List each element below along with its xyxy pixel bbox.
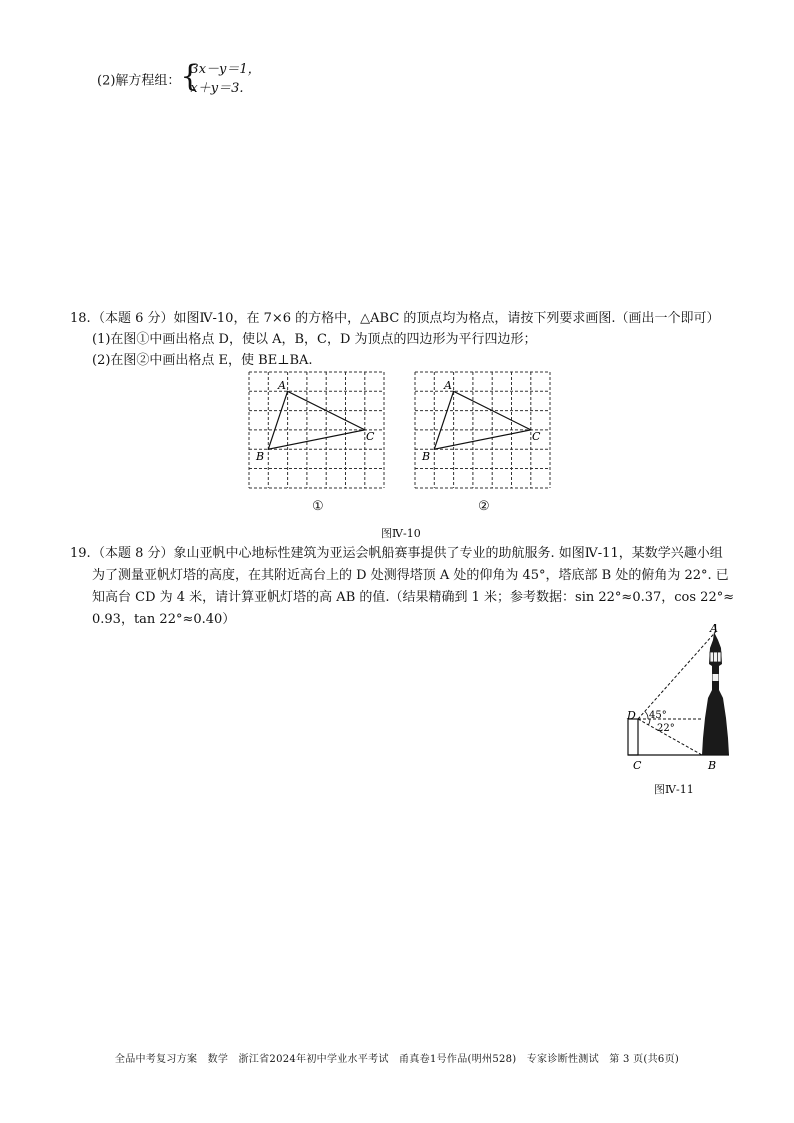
brace-symbol: {: [180, 59, 200, 94]
vertex-c-label: C: [366, 430, 375, 443]
grid-figure-2: [410, 368, 560, 496]
triangle-abc: [268, 391, 365, 449]
angle-45-label: 45°: [649, 710, 667, 721]
platform-cd: [628, 719, 638, 755]
equation-2: x＋y＝3.: [190, 81, 244, 96]
q19-line4: 0.93，tan 22°≈0.40）: [92, 612, 236, 627]
q19-line3: 知高台 CD 为 4 米，请计算亚帆灯塔的高 AB 的值.（结果精确到 1 米；参考数据：sin 22°≈0.37，cos 22°≈: [92, 590, 735, 605]
angle-45-arc: [645, 712, 648, 720]
question-17-part2: [97, 60, 261, 98]
point-d-label: D: [627, 709, 636, 722]
vertex-c-label: C: [532, 430, 541, 443]
grid2-caption: ②: [478, 499, 490, 514]
point-c-label: C: [633, 759, 642, 772]
q18-number: 18.: [70, 311, 91, 326]
vertex-b-label: B: [256, 450, 265, 463]
figure-10-caption: 图Ⅳ-10: [381, 527, 421, 540]
lighthouse-tower: [702, 624, 729, 755]
triangle-abc: [434, 391, 531, 449]
q19-line2: 为了测量亚帆灯塔的高度，在其附近高台上的 D 处测得塔顶 A 处的仰角为 45°，塔底部 B 处的俯角为 22°. 已: [92, 568, 729, 583]
equation-1: 3x－y＝1，: [190, 62, 261, 77]
equation-system: [180, 60, 260, 98]
page-footer: 全品中考复习方案 数学 浙江省2024年初中学业水平考试 甬真卷1号作品(明州528) 专家诊断性测试 第 3 页(共6页): [114, 1054, 680, 1065]
vertex-a-label: A: [444, 379, 452, 392]
point-b-label: B: [708, 759, 717, 772]
q17-label: (2)解方程组：: [97, 73, 181, 89]
q18-line1: [70, 308, 720, 329]
q19-line1: [70, 543, 723, 564]
angle-22-label: 22°: [657, 723, 675, 734]
q19-number: 19.: [70, 546, 91, 561]
lighthouse-figure: [618, 618, 734, 774]
q19-text1: （本题 8 分）象山亚帆中心地标性建筑为亚运会帆船赛事提供了专业的助航服务. 如图Ⅳ-11，某数学兴趣小组: [92, 546, 723, 561]
q18-line2: (1)在图①中画出格点 D，使以 A，B，C，D 为顶点的四边形为平行四边形；: [92, 332, 537, 347]
vertex-a-label: A: [278, 379, 286, 392]
point-a-label: A: [710, 622, 718, 635]
line-da: [638, 632, 716, 719]
vertex-b-label: B: [422, 450, 431, 463]
grid1-caption: ①: [312, 499, 324, 514]
figure-11-caption: 图Ⅳ-11: [654, 783, 694, 796]
q18-line3: (2)在图②中画出格点 E，使 BE⊥BA.: [92, 353, 313, 368]
grid-figure-1: [244, 368, 394, 496]
q18-text1: （本题 6 分）如图Ⅳ-10，在 7×6 的方格中，△ABC 的顶点均为格点，请按下列要求画图.（画出一个即可）: [92, 311, 720, 326]
